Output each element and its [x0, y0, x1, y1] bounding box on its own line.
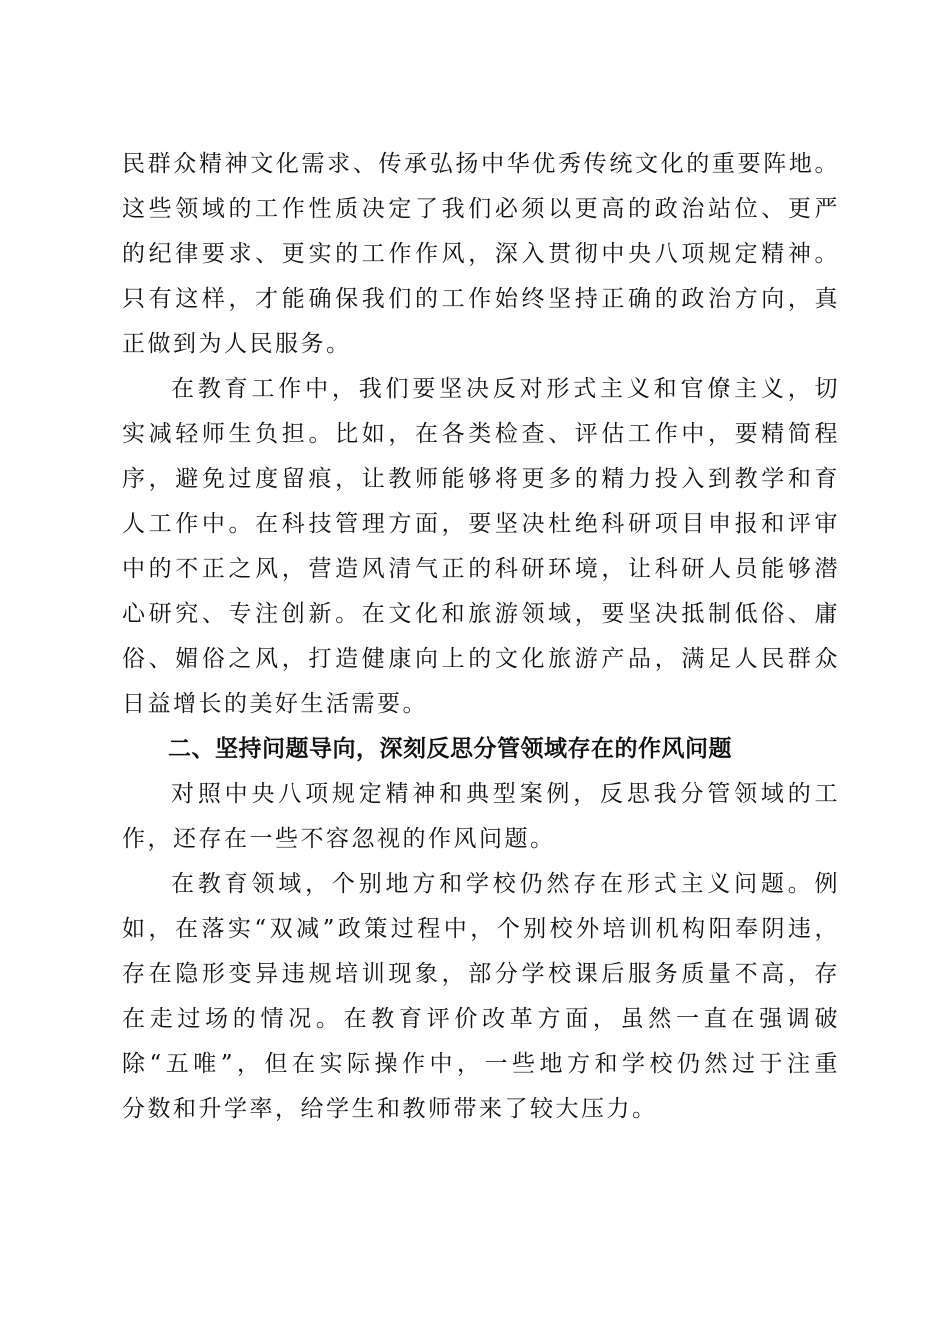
text-line: 人工作中。在科技管理方面，要坚决杜绝科研项目申报和评审 [122, 511, 840, 537]
text-line: 实减轻师生负担。比如，在各类检查、评估工作中，要精简程 [122, 421, 840, 447]
text-line: 存在隐形变异违规培训现象，部分学校课后服务质量不高，存 [122, 961, 840, 987]
text-line: 正做到为人民服务。 [122, 331, 352, 357]
paragraph-1 [122, 142, 840, 367]
text-line: 在走过场的情况。在教育评价改革方面，虽然一直在强调破 [122, 1006, 840, 1032]
text-line: 中的不正之风，营造风清气正的科研环境，让科研人员能够潜 [122, 556, 840, 582]
text-line: 只有这样，才能确保我们的工作始终坚持正确的政治方向，真 [122, 286, 840, 312]
text-line: 除“五唯”，但在实际操作中，一些地方和学校仍然过于注重 [122, 1051, 840, 1077]
paragraph-2 [122, 367, 840, 727]
text-line: 分数和升学率，给学生和教师带来了较大压力。 [122, 1096, 658, 1122]
section-heading: 二、坚持问题导向，深刻反思分管领域存在的作风问题 [168, 736, 732, 762]
document-page [122, 142, 840, 1132]
text-line: 日益增长的美好生活需要。 [122, 691, 428, 717]
text-line: 对照中央八项规定精神和典型案例，反思我分管领域的工 [171, 781, 840, 807]
text-line: 在教育领域，个别地方和学校仍然存在形式主义问题。例 [171, 871, 840, 897]
text-line: 序，避免过度留痕，让教师能够将更多的精力投入到教学和育 [122, 466, 840, 492]
text-line: 的纪律要求、更实的工作作风，深入贯彻中央八项规定精神。 [122, 241, 840, 267]
text-line: 民群众精神文化需求、传承弘扬中华优秀传统文化的重要阵地。 [122, 151, 840, 177]
text-line: 俗、媚俗之风，打造健康向上的文化旅游产品，满足人民群众 [122, 646, 840, 672]
paragraph-4 [122, 862, 840, 1132]
text-line: 心研究、专注创新。在文化和旅游领域，要坚决抵制低俗、庸 [122, 601, 840, 627]
text-line: 在教育工作中，我们要坚决反对形式主义和官僚主义，切 [171, 376, 840, 402]
text-line: 如，在落实“双减”政策过程中，个别校外培训机构阳奉阴违， [122, 916, 840, 942]
paragraph-3 [122, 772, 840, 862]
text-line: 作，还存在一些不容忽视的作风问题。 [122, 826, 556, 852]
text-line: 这些领域的工作性质决定了我们必须以更高的政治站位、更严 [122, 196, 840, 222]
